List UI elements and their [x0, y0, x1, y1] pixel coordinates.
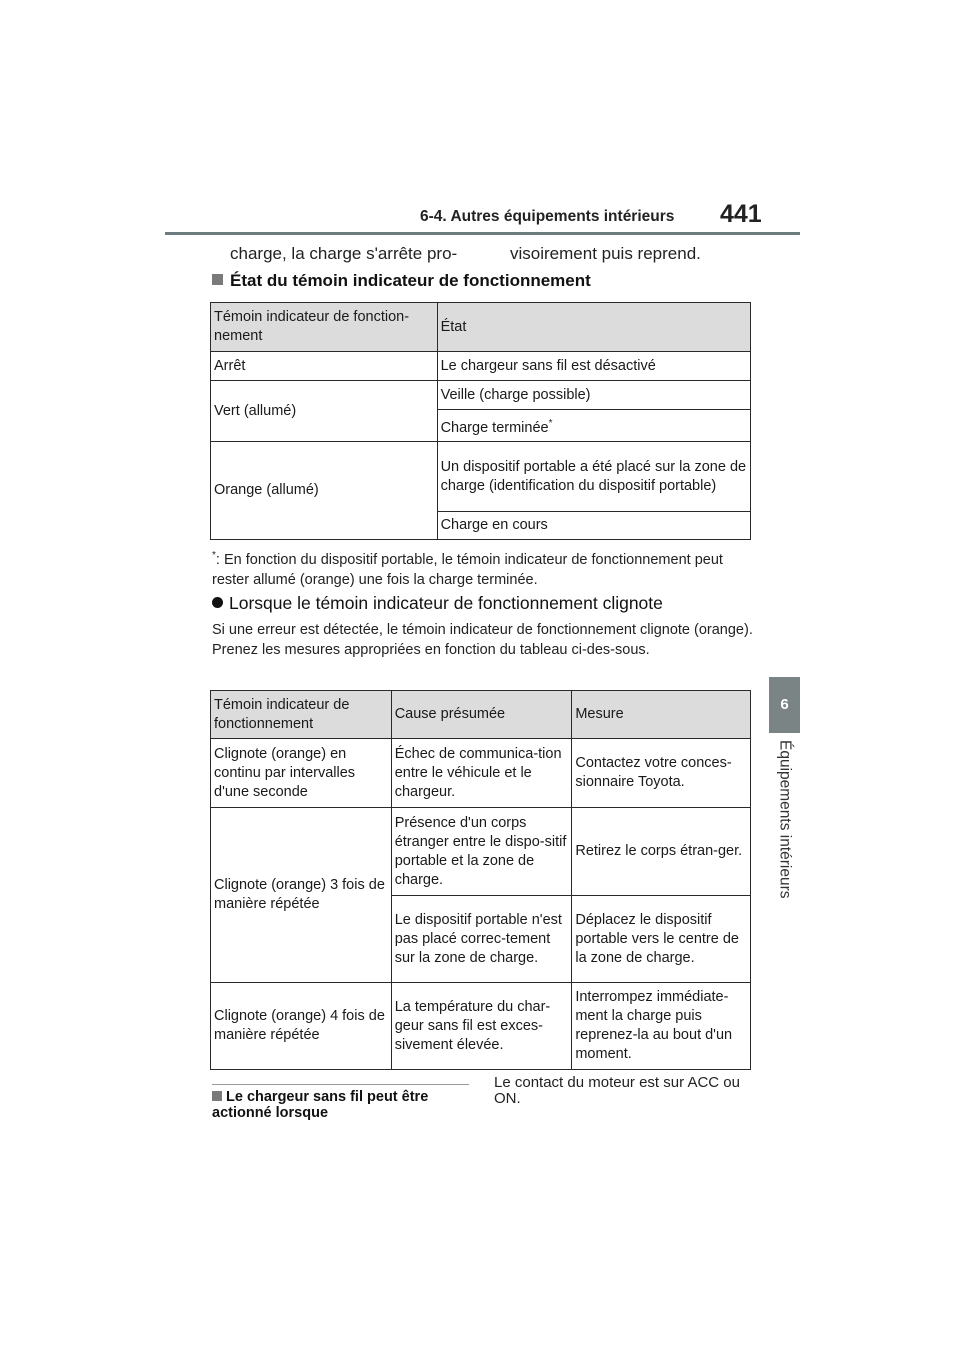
- square-bullet-icon: [212, 1091, 222, 1101]
- footer-rule: [212, 1084, 469, 1085]
- footnote-mark: *: [548, 417, 553, 429]
- section2-heading: [212, 593, 663, 614]
- footer-heading: [212, 1089, 472, 1121]
- footnote-mark: *: [212, 550, 216, 561]
- blink-table: [210, 690, 751, 1070]
- section1-heading: [212, 271, 591, 291]
- square-bullet-icon: [212, 274, 223, 285]
- table-cell: [437, 410, 750, 442]
- table-header-cell: Cause présumée: [391, 691, 572, 739]
- table-cell: Orange (allumé): [211, 442, 438, 540]
- table-cell: Contactez votre conces-sionnaire Toyota.: [572, 739, 751, 808]
- header-rule: [165, 232, 800, 235]
- table-cell: Un dispositif portable a été placé sur la zone de charge (identification du dispositif portable): [437, 442, 750, 512]
- table-cell: Clignote (orange) en continu par intervalles d'une seconde: [211, 739, 392, 808]
- table-cell: Arrêt: [211, 352, 438, 381]
- table-cell: Le dispositif portable n'est pas placé correc-tement sur la zone de charge.: [391, 896, 572, 983]
- table-header-cell: Témoin indicateur de fonctionnement: [211, 691, 392, 739]
- table-cell: Vert (allumé): [211, 381, 438, 442]
- table-row: [211, 983, 751, 1070]
- table-cell: Présence d'un corps étranger entre le dispo-sitif portable et la zone de charge.: [391, 808, 572, 896]
- section2-title: Lorsque le témoin indicateur de fonctionnement clignote: [229, 593, 663, 613]
- footnote-text: : En fonction du dispositif portable, le témoin indicateur de fonctionnement peut rester allumé (orange) une fois la charge terminée.: [212, 551, 723, 588]
- table-cell: Retirez le corps étran-ger.: [572, 808, 751, 896]
- footer-text: Le contact du moteur est sur ACC ou ON.: [494, 1074, 740, 1107]
- table-cell: Échec de communica-tion entre le véhicule et le chargeur.: [391, 739, 572, 808]
- table-header-cell: Témoin indicateur de fonction-nement: [211, 303, 438, 352]
- section-title: 6-4. Autres équipements intérieurs: [420, 208, 675, 225]
- cell-text: Charge terminée: [440, 419, 549, 436]
- table-header-row: [211, 691, 751, 739]
- table-row: [211, 352, 751, 381]
- table-cell: Charge en cours: [437, 512, 750, 540]
- page-number: 441: [720, 200, 762, 228]
- table-cell: Interrompez immédiate-ment la charge puis reprenez-la au bout d'un moment.: [572, 983, 751, 1070]
- table-row: [211, 739, 751, 808]
- footer-heading-text: Le chargeur sans fil peut être actionné lorsque: [212, 1089, 429, 1121]
- intro-left: charge, la charge s'arrête pro-: [230, 244, 458, 263]
- table-cell: Clignote (orange) 4 fois de manière répétée: [211, 983, 392, 1070]
- table-cell: La température du char-geur sans fil est exces-sivement élevée.: [391, 983, 572, 1070]
- round-bullet-icon: [212, 597, 223, 608]
- table-row: [211, 808, 751, 896]
- table-cell: Déplacez le dispositif portable vers le centre de la zone de charge.: [572, 896, 751, 983]
- chapter-label-text: Équipements intérieurs: [776, 740, 794, 899]
- chapter-tab: 6: [769, 677, 800, 733]
- table-row: [211, 442, 751, 512]
- table-cell: Veille (charge possible): [437, 381, 750, 410]
- section1-title: État du témoin indicateur de fonctionnement: [230, 271, 591, 290]
- table-header-row: [211, 303, 751, 352]
- table-header-cell: État: [437, 303, 750, 352]
- chapter-label: [769, 740, 800, 920]
- intro-right: visoirement puis reprend.: [510, 244, 701, 263]
- table-header-cell: Mesure: [572, 691, 751, 739]
- table-row: [211, 381, 751, 410]
- section2-paragraph: Si une erreur est détectée, le témoin indicateur de fonctionnement clignote (orange). Prenez les mesures appropriées en fonction du tableau ci-des-sous.: [212, 622, 753, 658]
- table-cell: Le chargeur sans fil est désactivé: [437, 352, 750, 381]
- footnote: [212, 546, 757, 590]
- status-table: [210, 302, 751, 540]
- table-cell: Clignote (orange) 3 fois de manière répétée: [211, 808, 392, 983]
